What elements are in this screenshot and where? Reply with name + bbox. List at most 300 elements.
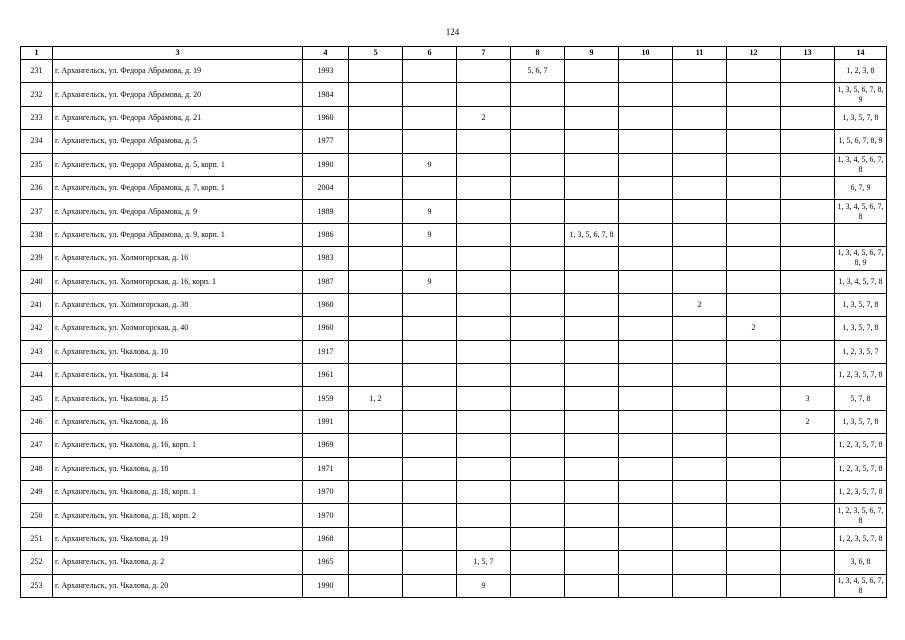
col-13-cell xyxy=(781,83,835,106)
col-13-cell xyxy=(781,574,835,597)
address-cell: г. Архангельск, ул. Федора Абрамова, д. 5 xyxy=(53,130,303,153)
col-13-cell xyxy=(781,247,835,270)
column-header-14: 14 xyxy=(835,47,887,60)
col-12-cell xyxy=(727,457,781,480)
col-14-cell: 1, 3, 4, 5, 7, 8 xyxy=(835,270,887,293)
col-6-cell xyxy=(403,293,457,316)
address-cell: г. Архангельск, ул. Холмогорская, д. 38 xyxy=(53,293,303,316)
col-10-cell xyxy=(619,574,673,597)
col-13-cell xyxy=(781,481,835,504)
col-8-cell xyxy=(511,317,565,340)
row-number-cell: 245 xyxy=(21,387,53,410)
col-12-cell xyxy=(727,130,781,153)
address-cell: г. Архангельск, ул. Чкалова, д. 15 xyxy=(53,387,303,410)
col-10-cell xyxy=(619,60,673,83)
col-13-cell xyxy=(781,176,835,199)
col-6-cell xyxy=(403,130,457,153)
col-5-cell xyxy=(349,434,403,457)
table-row xyxy=(21,387,887,410)
col-10-cell xyxy=(619,364,673,387)
col-9-cell xyxy=(565,247,619,270)
col-12-cell xyxy=(727,200,781,223)
col-7-cell xyxy=(457,504,511,527)
col-7-cell xyxy=(457,293,511,316)
col-14-cell: 1, 3, 4, 5, 6, 7, 8 xyxy=(835,153,887,176)
col-11-cell xyxy=(673,434,727,457)
col-11-cell xyxy=(673,60,727,83)
col-11-cell xyxy=(673,247,727,270)
col-12-cell xyxy=(727,293,781,316)
col-9-cell xyxy=(565,504,619,527)
address-cell: г. Архангельск, ул. Холмогорская, д. 40 xyxy=(53,317,303,340)
col-14-cell: 1, 2, 3, 5, 7, 8 xyxy=(835,434,887,457)
col-10-cell xyxy=(619,176,673,199)
col-8-cell xyxy=(511,551,565,574)
col-7-cell xyxy=(457,527,511,550)
col-14-cell: 1, 3, 5, 7, 8 xyxy=(835,317,887,340)
col-13-cell xyxy=(781,270,835,293)
col-10-cell xyxy=(619,247,673,270)
col-5-cell xyxy=(349,457,403,480)
col-8-cell xyxy=(511,504,565,527)
col-10-cell xyxy=(619,130,673,153)
row-number-cell: 246 xyxy=(21,410,53,433)
row-number-cell: 248 xyxy=(21,457,53,480)
col-7-cell: 1, 5, 7 xyxy=(457,551,511,574)
table-row xyxy=(21,574,887,597)
col-14-cell: 5, 7, 8 xyxy=(835,387,887,410)
col-8-cell xyxy=(511,293,565,316)
col-6-cell: 9 xyxy=(403,223,457,246)
col-14-cell: 1, 2, 3, 5, 7 xyxy=(835,340,887,363)
col-5-cell xyxy=(349,176,403,199)
col-9-cell xyxy=(565,270,619,293)
col-6-cell xyxy=(403,434,457,457)
col-5-cell xyxy=(349,293,403,316)
table-row xyxy=(21,83,887,106)
year-cell: 1959 xyxy=(303,387,349,410)
col-5-cell xyxy=(349,574,403,597)
col-13-cell xyxy=(781,317,835,340)
col-9-cell xyxy=(565,410,619,433)
column-header-10: 10 xyxy=(619,47,673,60)
col-13-cell xyxy=(781,293,835,316)
year-cell: 1993 xyxy=(303,60,349,83)
col-9-cell xyxy=(565,551,619,574)
col-11-cell xyxy=(673,551,727,574)
table-row xyxy=(21,130,887,153)
col-12-cell xyxy=(727,340,781,363)
col-7-cell: 9 xyxy=(457,574,511,597)
col-13-cell xyxy=(781,527,835,550)
col-12-cell xyxy=(727,387,781,410)
year-cell: 1991 xyxy=(303,410,349,433)
col-6-cell xyxy=(403,317,457,340)
col-12-cell xyxy=(727,551,781,574)
col-13-cell xyxy=(781,457,835,480)
column-header-3: 3 xyxy=(53,47,303,60)
col-11-cell xyxy=(673,317,727,340)
col-5-cell xyxy=(349,106,403,129)
col-6-cell xyxy=(403,60,457,83)
col-10-cell xyxy=(619,83,673,106)
col-6-cell xyxy=(403,83,457,106)
col-12-cell xyxy=(727,83,781,106)
col-11-cell xyxy=(673,504,727,527)
col-5-cell xyxy=(349,551,403,574)
row-number-cell: 238 xyxy=(21,223,53,246)
col-14-cell: 1, 3, 5, 6, 7, 8, 9 xyxy=(835,83,887,106)
col-7-cell xyxy=(457,481,511,504)
table-row xyxy=(21,551,887,574)
col-6-cell xyxy=(403,410,457,433)
col-5-cell xyxy=(349,410,403,433)
col-10-cell xyxy=(619,270,673,293)
col-7-cell xyxy=(457,434,511,457)
year-cell: 1968 xyxy=(303,527,349,550)
col-5-cell xyxy=(349,340,403,363)
col-5-cell xyxy=(349,200,403,223)
table-row xyxy=(21,176,887,199)
col-9-cell xyxy=(565,457,619,480)
col-8-cell xyxy=(511,130,565,153)
col-6-cell xyxy=(403,247,457,270)
col-10-cell xyxy=(619,317,673,340)
col-6-cell: 9 xyxy=(403,200,457,223)
col-12-cell xyxy=(727,434,781,457)
col-9-cell xyxy=(565,481,619,504)
row-number-cell: 235 xyxy=(21,153,53,176)
col-10-cell xyxy=(619,504,673,527)
col-6-cell: 9 xyxy=(403,153,457,176)
col-13-cell xyxy=(781,60,835,83)
col-9-cell xyxy=(565,176,619,199)
col-6-cell xyxy=(403,527,457,550)
address-cell: г. Архангельск, ул. Чкалова, д. 19 xyxy=(53,527,303,550)
col-12-cell xyxy=(727,270,781,293)
col-11-cell xyxy=(673,176,727,199)
year-cell: 1965 xyxy=(303,551,349,574)
table-row xyxy=(21,60,887,83)
year-cell: 1989 xyxy=(303,200,349,223)
col-5-cell xyxy=(349,481,403,504)
col-5-cell xyxy=(349,130,403,153)
row-number-cell: 233 xyxy=(21,106,53,129)
row-number-cell: 240 xyxy=(21,270,53,293)
address-cell: г. Архангельск, ул. Федора Абрамова, д. 9, корп. 1 xyxy=(53,223,303,246)
address-cell: г. Архангельск, ул. Чкалова, д. 14 xyxy=(53,364,303,387)
address-cell: г. Архангельск, ул. Федора Абрамова, д. 19 xyxy=(53,60,303,83)
row-number-cell: 253 xyxy=(21,574,53,597)
year-cell: 1987 xyxy=(303,270,349,293)
col-8-cell xyxy=(511,153,565,176)
col-8-cell xyxy=(511,176,565,199)
address-cell: г. Архангельск, ул. Федора Абрамова, д. 7, корп. 1 xyxy=(53,176,303,199)
col-13-cell xyxy=(781,434,835,457)
column-header-4: 4 xyxy=(303,47,349,60)
column-header-12: 12 xyxy=(727,47,781,60)
col-14-cell: 1, 2, 3, 8 xyxy=(835,60,887,83)
col-6-cell xyxy=(403,551,457,574)
col-12-cell xyxy=(727,481,781,504)
col-12-cell xyxy=(727,504,781,527)
col-12-cell xyxy=(727,410,781,433)
col-13-cell xyxy=(781,223,835,246)
col-12-cell xyxy=(727,574,781,597)
col-11-cell: 2 xyxy=(673,293,727,316)
col-7-cell xyxy=(457,387,511,410)
column-header-8: 8 xyxy=(511,47,565,60)
col-13-cell xyxy=(781,364,835,387)
row-number-cell: 250 xyxy=(21,504,53,527)
col-6-cell xyxy=(403,176,457,199)
col-14-cell: 1, 3, 4, 5, 6, 7, 8 xyxy=(835,574,887,597)
row-number-cell: 252 xyxy=(21,551,53,574)
table-body xyxy=(21,60,887,598)
col-14-cell: 1, 2, 3, 5, 7, 8 xyxy=(835,481,887,504)
table-row xyxy=(21,200,887,223)
col-10-cell xyxy=(619,527,673,550)
col-10-cell xyxy=(619,457,673,480)
col-10-cell xyxy=(619,153,673,176)
year-cell: 1970 xyxy=(303,481,349,504)
table-row xyxy=(21,481,887,504)
year-cell: 1990 xyxy=(303,574,349,597)
col-6-cell xyxy=(403,481,457,504)
col-9-cell xyxy=(565,153,619,176)
row-number-cell: 231 xyxy=(21,60,53,83)
row-number-cell: 244 xyxy=(21,364,53,387)
col-9-cell xyxy=(565,293,619,316)
col-12-cell xyxy=(727,364,781,387)
col-12-cell xyxy=(727,223,781,246)
col-9-cell xyxy=(565,434,619,457)
col-13-cell xyxy=(781,504,835,527)
col-13-cell xyxy=(781,200,835,223)
col-9-cell xyxy=(565,200,619,223)
col-7-cell xyxy=(457,317,511,340)
col-6-cell xyxy=(403,106,457,129)
col-13-cell: 2 xyxy=(781,410,835,433)
col-11-cell xyxy=(673,387,727,410)
col-11-cell xyxy=(673,200,727,223)
col-8-cell xyxy=(511,83,565,106)
col-5-cell xyxy=(349,270,403,293)
col-8-cell xyxy=(511,364,565,387)
column-header-6: 6 xyxy=(403,47,457,60)
col-11-cell xyxy=(673,270,727,293)
col-5-cell: 1, 2 xyxy=(349,387,403,410)
col-5-cell xyxy=(349,223,403,246)
year-cell: 1960 xyxy=(303,293,349,316)
col-11-cell xyxy=(673,481,727,504)
col-7-cell xyxy=(457,270,511,293)
col-12-cell: 2 xyxy=(727,317,781,340)
col-9-cell xyxy=(565,340,619,363)
col-12-cell xyxy=(727,106,781,129)
col-7-cell xyxy=(457,223,511,246)
col-13-cell xyxy=(781,340,835,363)
col-11-cell xyxy=(673,410,727,433)
col-12-cell xyxy=(727,153,781,176)
col-14-cell: 1, 2, 3, 5, 7, 8 xyxy=(835,457,887,480)
col-8-cell xyxy=(511,457,565,480)
col-6-cell xyxy=(403,387,457,410)
table-row xyxy=(21,457,887,480)
column-header-11: 11 xyxy=(673,47,727,60)
col-8-cell xyxy=(511,527,565,550)
col-5-cell xyxy=(349,364,403,387)
column-header-13: 13 xyxy=(781,47,835,60)
year-cell: 1917 xyxy=(303,340,349,363)
col-14-cell: 1, 2, 3, 5, 7, 8 xyxy=(835,527,887,550)
address-cell: г. Архангельск, ул. Чкалова, д. 18 xyxy=(53,457,303,480)
col-8-cell xyxy=(511,574,565,597)
col-6-cell: 9 xyxy=(403,270,457,293)
col-10-cell xyxy=(619,551,673,574)
col-14-cell: 1, 3, 5, 7, 8 xyxy=(835,106,887,129)
col-14-cell xyxy=(835,223,887,246)
col-7-cell xyxy=(457,153,511,176)
row-number-cell: 236 xyxy=(21,176,53,199)
col-13-cell xyxy=(781,551,835,574)
col-7-cell xyxy=(457,83,511,106)
col-11-cell xyxy=(673,574,727,597)
row-number-cell: 241 xyxy=(21,293,53,316)
col-13-cell: 3 xyxy=(781,387,835,410)
address-cell: г. Архангельск, ул. Холмогорская, д. 16 xyxy=(53,247,303,270)
col-10-cell xyxy=(619,410,673,433)
col-11-cell xyxy=(673,527,727,550)
address-cell: г. Архангельск, ул. Чкалова, д. 16, корп. 1 xyxy=(53,434,303,457)
table-header xyxy=(21,47,887,60)
table-row xyxy=(21,504,887,527)
table-row xyxy=(21,410,887,433)
col-9-cell xyxy=(565,130,619,153)
col-5-cell xyxy=(349,317,403,340)
col-8-cell xyxy=(511,247,565,270)
col-9-cell xyxy=(565,527,619,550)
col-12-cell xyxy=(727,176,781,199)
col-9-cell xyxy=(565,364,619,387)
col-10-cell xyxy=(619,340,673,363)
column-header-5: 5 xyxy=(349,47,403,60)
address-cell: г. Архангельск, ул. Федора Абрамова, д. 5, корп. 1 xyxy=(53,153,303,176)
col-8-cell xyxy=(511,106,565,129)
year-cell: 1970 xyxy=(303,504,349,527)
col-9-cell xyxy=(565,574,619,597)
year-cell: 1977 xyxy=(303,130,349,153)
column-header-9: 9 xyxy=(565,47,619,60)
col-9-cell xyxy=(565,106,619,129)
row-number-cell: 234 xyxy=(21,130,53,153)
row-number-cell: 249 xyxy=(21,481,53,504)
page-number: 124 xyxy=(445,27,460,37)
col-14-cell: 1, 2, 3, 5, 7, 8 xyxy=(835,364,887,387)
col-7-cell xyxy=(457,457,511,480)
address-cell: г. Архангельск, ул. Чкалова, д. 18, корп. 1 xyxy=(53,481,303,504)
address-cell: г. Архангельск, ул. Чкалова, д. 2 xyxy=(53,551,303,574)
col-14-cell: 3, 6, 8 xyxy=(835,551,887,574)
col-8-cell xyxy=(511,200,565,223)
col-11-cell xyxy=(673,223,727,246)
col-14-cell: 1, 3, 5, 7, 8 xyxy=(835,410,887,433)
year-cell: 1986 xyxy=(303,223,349,246)
column-header-7: 7 xyxy=(457,47,511,60)
col-7-cell xyxy=(457,130,511,153)
header-row xyxy=(21,47,887,60)
col-14-cell: 1, 5, 6, 7, 8, 9 xyxy=(835,130,887,153)
col-7-cell xyxy=(457,364,511,387)
col-14-cell: 1, 2, 3, 5, 6, 7, 8 xyxy=(835,504,887,527)
col-11-cell xyxy=(673,130,727,153)
row-number-cell: 237 xyxy=(21,200,53,223)
col-14-cell: 1, 3, 4, 5, 6, 7, 8 xyxy=(835,200,887,223)
col-8-cell xyxy=(511,434,565,457)
table-row xyxy=(21,364,887,387)
col-7-cell xyxy=(457,200,511,223)
col-14-cell: 1, 3, 4, 5, 6, 7, 8, 9 xyxy=(835,247,887,270)
col-13-cell xyxy=(781,106,835,129)
year-cell: 2004 xyxy=(303,176,349,199)
col-10-cell xyxy=(619,434,673,457)
col-5-cell xyxy=(349,527,403,550)
address-cell: г. Архангельск, ул. Чкалова, д. 20 xyxy=(53,574,303,597)
row-number-cell: 242 xyxy=(21,317,53,340)
col-8-cell xyxy=(511,270,565,293)
table-row xyxy=(21,317,887,340)
col-5-cell xyxy=(349,247,403,270)
row-number-cell: 232 xyxy=(21,83,53,106)
col-8-cell xyxy=(511,410,565,433)
col-5-cell xyxy=(349,60,403,83)
col-9-cell xyxy=(565,317,619,340)
table-row xyxy=(21,106,887,129)
col-6-cell xyxy=(403,457,457,480)
col-10-cell xyxy=(619,200,673,223)
table-row xyxy=(21,340,887,363)
col-7-cell xyxy=(457,340,511,363)
col-12-cell xyxy=(727,527,781,550)
row-number-cell: 251 xyxy=(21,527,53,550)
col-9-cell: 1, 3, 5, 6, 7, 8 xyxy=(565,223,619,246)
col-6-cell xyxy=(403,574,457,597)
col-10-cell xyxy=(619,106,673,129)
year-cell: 1983 xyxy=(303,247,349,270)
col-5-cell xyxy=(349,504,403,527)
col-9-cell xyxy=(565,83,619,106)
col-12-cell xyxy=(727,247,781,270)
col-8-cell xyxy=(511,387,565,410)
col-11-cell xyxy=(673,457,727,480)
year-cell: 1961 xyxy=(303,364,349,387)
col-7-cell: 2 xyxy=(457,106,511,129)
col-9-cell xyxy=(565,387,619,410)
table-row xyxy=(21,247,887,270)
address-cell: г. Архангельск, ул. Федора Абрамова, д. 21 xyxy=(53,106,303,129)
year-cell: 1990 xyxy=(303,153,349,176)
col-11-cell xyxy=(673,83,727,106)
col-7-cell xyxy=(457,176,511,199)
col-8-cell xyxy=(511,340,565,363)
col-7-cell xyxy=(457,410,511,433)
col-13-cell xyxy=(781,130,835,153)
address-cell: г. Архангельск, ул. Холмогорская, д. 16, корп. 1 xyxy=(53,270,303,293)
col-8-cell: 5, 6, 7 xyxy=(511,60,565,83)
year-cell: 1960 xyxy=(303,106,349,129)
col-14-cell: 6, 7, 9 xyxy=(835,176,887,199)
col-7-cell xyxy=(457,60,511,83)
